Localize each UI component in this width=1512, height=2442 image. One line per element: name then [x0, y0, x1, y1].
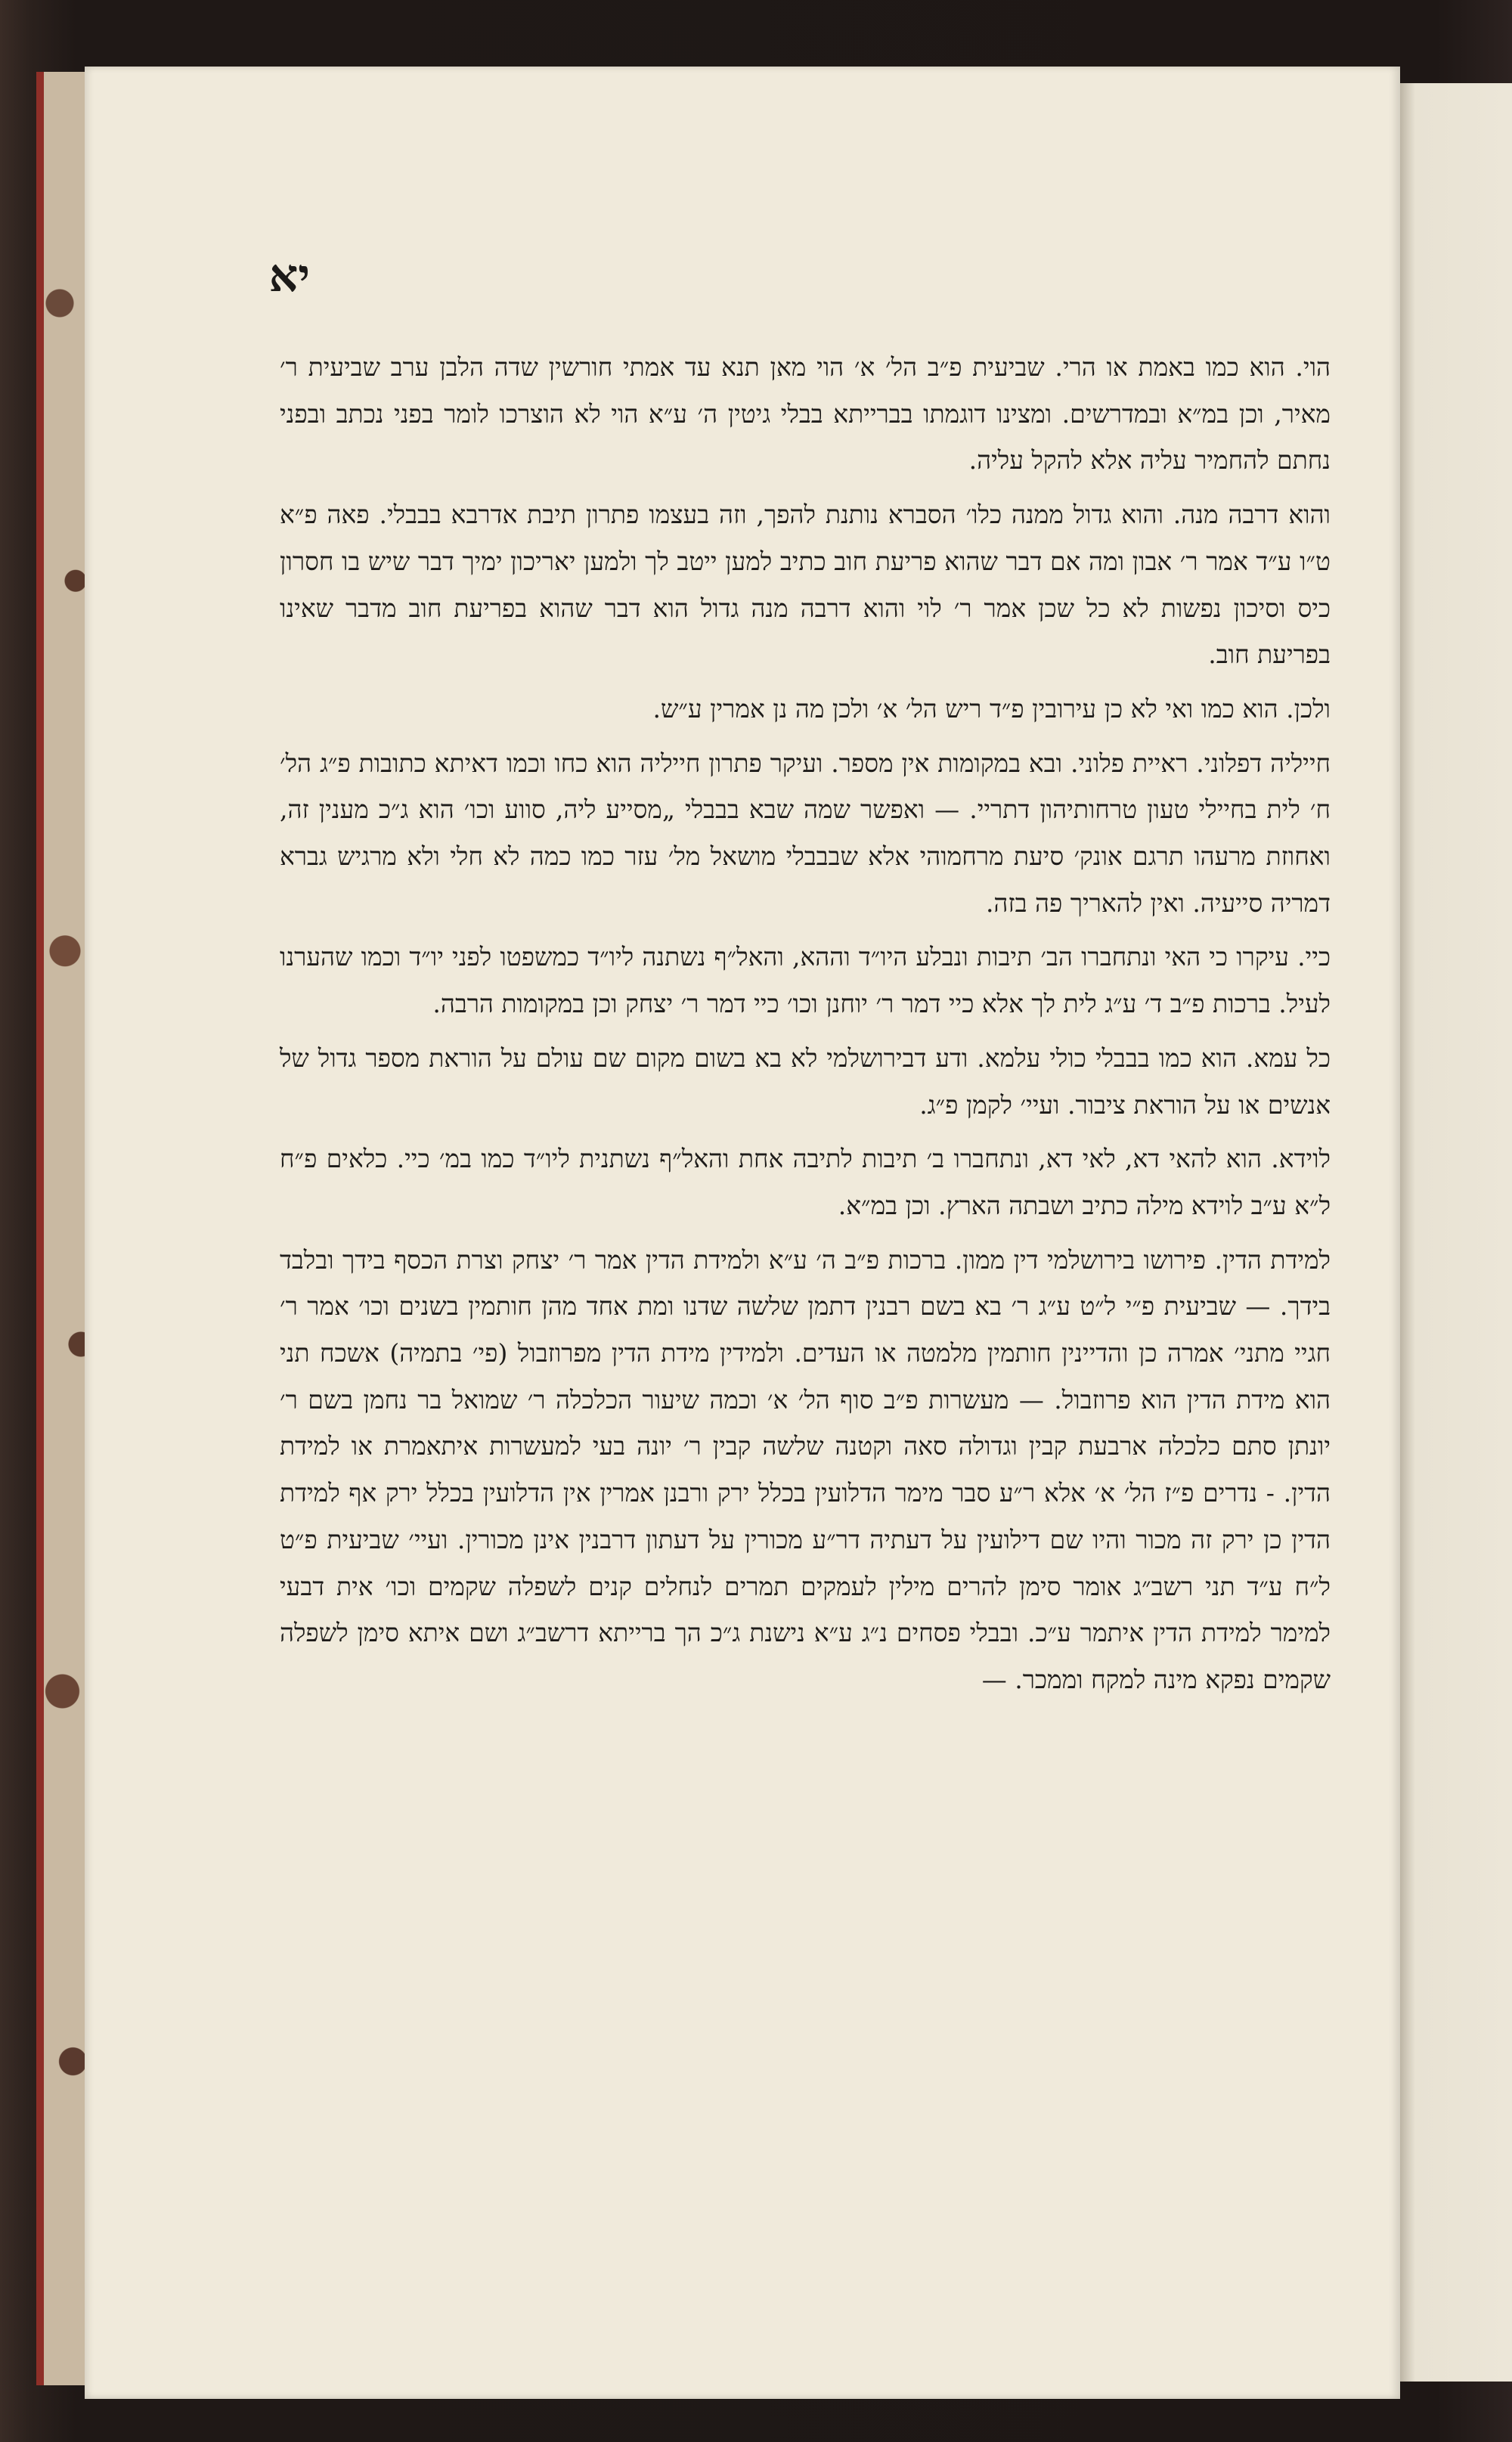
paragraph-text: חייליה דפלוני. ראיית פלוני. ובא במקומות אין מספר. ועיקר פתרון חייליה הוא כחו וכמו דאיתא כתובות פ״ג הל׳ ח׳ לית בחיילי טעון טרחותיהון דתריי. — ואפשר שמה שבא בבבלי „מסייע ליה, סווע וכו׳ הוא ג״כ מענין זה, ואחוזת מרעהו תרגם אונק׳ סיעת מרחמוהי אלא שבבבלי מושאל מל׳ עזר כמו כמה לא חלי ולא מרגיש גברא דמריה סייעיה. ואין להאריך פה בזה.	[280, 748, 1331, 918]
paragraph-text: הוי. הוא כמו באמת או הרי. שביעית פ״ב הל׳ א׳ הוי מאן תנא עד אמתי חורשין שדה הלבן ערב שביעית ר׳ מאיר, וכן במ״א ובמדרשים. ומצינו דוגמתו בברייתא בבלי גיטין ה׳ ע״א הוי לא הוצרכו לומר בפני נכתב ובפני נחתם להחמיר עליה אלא להקל עליה.	[280, 352, 1331, 476]
paragraph-text: לוידא. הוא להאי דא, לאי דא, ונתחברו ב׳ תיבות לתיבה אחת והאל״ף נשתנית ליו״ד כמו במ׳ כיי. כלאים פ״ח ל״א ע״ב לוידא מילה כתיב ושבתה הארץ. וכן במ״א.	[280, 1144, 1331, 1220]
paragraph-text: למידת הדין. פירושו בירושלמי דין ממון. ברכות פ״ב ה׳ ע״א ולמידת הדין אמר ר׳ יצחק וצרת הכסף בידך ובלבד בידך. — שביעית פ״י ל״ט ע״ג ר׳ בא בשם רבנין דתמן שלשה שדנו ומת אחד מהן חותמין בשנים וכו׳ אמר ר׳ חגיי מתני׳ אמרה כן והדיינין חותמין מלמטה או העדים. ולמידין מידת הדין מפרוזבול (פי׳ בתמיה) אשכח תני הוא מידת הדין הוא פרוזבול. — מעשרות פ״ב סוף הל׳ א׳ וכמה שיעור הכלכלה ר׳ שמואל בר נחמן בשם ר׳ יונתן סתם כלכלה ארבעת קבין וגדולה סאה וקטנה שלשה קבין ר׳ יונה בעי למעשרות איתאמרת או למידת הדין. - נדרים פ״ז הל׳ א׳ אלא ר״ע סבר מימר הדלועין בכלל ירק ורבנן אמרין אין הדלועין בכלל ירק אף למידת הדין כן ירק זה מכור והיו שם דילועין על דעתיה דר״ע מכורין על דעתון דרבנין אינן מכורין. ועיי׳ שביעית פ״ט ל״ח ע״ד תני רשב״ג אומר סימן להרים מילין לעמקים תמרים לנחלים קנים לשפלה שקמים וכו׳ אית דבעי למימר למידת הדין איתמר ע״כ. ובבלי פסחים נ״ג ע״א נישנת ג״כ הך ברייתא דרשב״ג ושם איתא סימן לשפלה שקמים נפקא מינה למקח וממכר. —	[280, 1244, 1331, 1694]
adjacent-page-edge	[1400, 83, 1512, 2382]
paragraph-text: כל עמא. הוא כמו בבבלי כולי עלמא. ודע דבירושלמי לא בא בשום מקום שם עולם על הוראת מספר גדול של אנשים או על הוראת ציבור. ועיי׳ לקמן פ״ג.	[280, 1043, 1331, 1120]
paragraph-3	[280, 686, 1331, 733]
paragraph-2	[280, 491, 1331, 678]
paragraph-7	[280, 1136, 1331, 1229]
paragraph-4	[280, 740, 1331, 927]
paragraph-text: ולכן. הוא כמו ואי לא כן עירובין פ״ד ריש הל׳ א׳ ולכן מה נן אמרין ע״ש.	[652, 693, 1331, 724]
page-number: יא	[268, 249, 310, 302]
paragraph-6	[280, 1035, 1331, 1128]
page-body-text	[280, 344, 1331, 1711]
paragraph-text: והוא דרבה מנה. והוא גדול ממנה כלו׳ הסברא נותנת להפך, וזה בעצמו פתרון תיבת אדרבא בבבלי. פאה פ״א ט״ו ע״ד אמר ר׳ אבון ומה אם דבר שהוא פריעת חוב כתיב למען ייטב לך ולמען יאריכון ימיך דבר שיש בו חסרון כיס וסיכון נפשות לא כל שכן אמר ר׳ לוי והוא דרבה מנה גדול הוא דבר שהוא בפריעת חוב מדבר שאינו בפריעת חוב.	[280, 500, 1331, 670]
paragraph-text: כיי. עיקרו כי האי ונתחברו הב׳ תיבות ונבלע היו״ד וההא, והאל״ף נשתנה ליו״ד כמשפטו לפני יו״ד וכמו שהערנו לעיל. ברכות פ״ב ד׳ ע״ג לית לך אלא כיי דמר ר׳ יוחנן וכו׳ כיי דמר ר׳ יצחק וכן במקומות הרבה.	[280, 942, 1331, 1019]
paragraph-5	[280, 934, 1331, 1027]
paragraph-8	[280, 1237, 1331, 1703]
paragraph-1	[280, 344, 1331, 484]
